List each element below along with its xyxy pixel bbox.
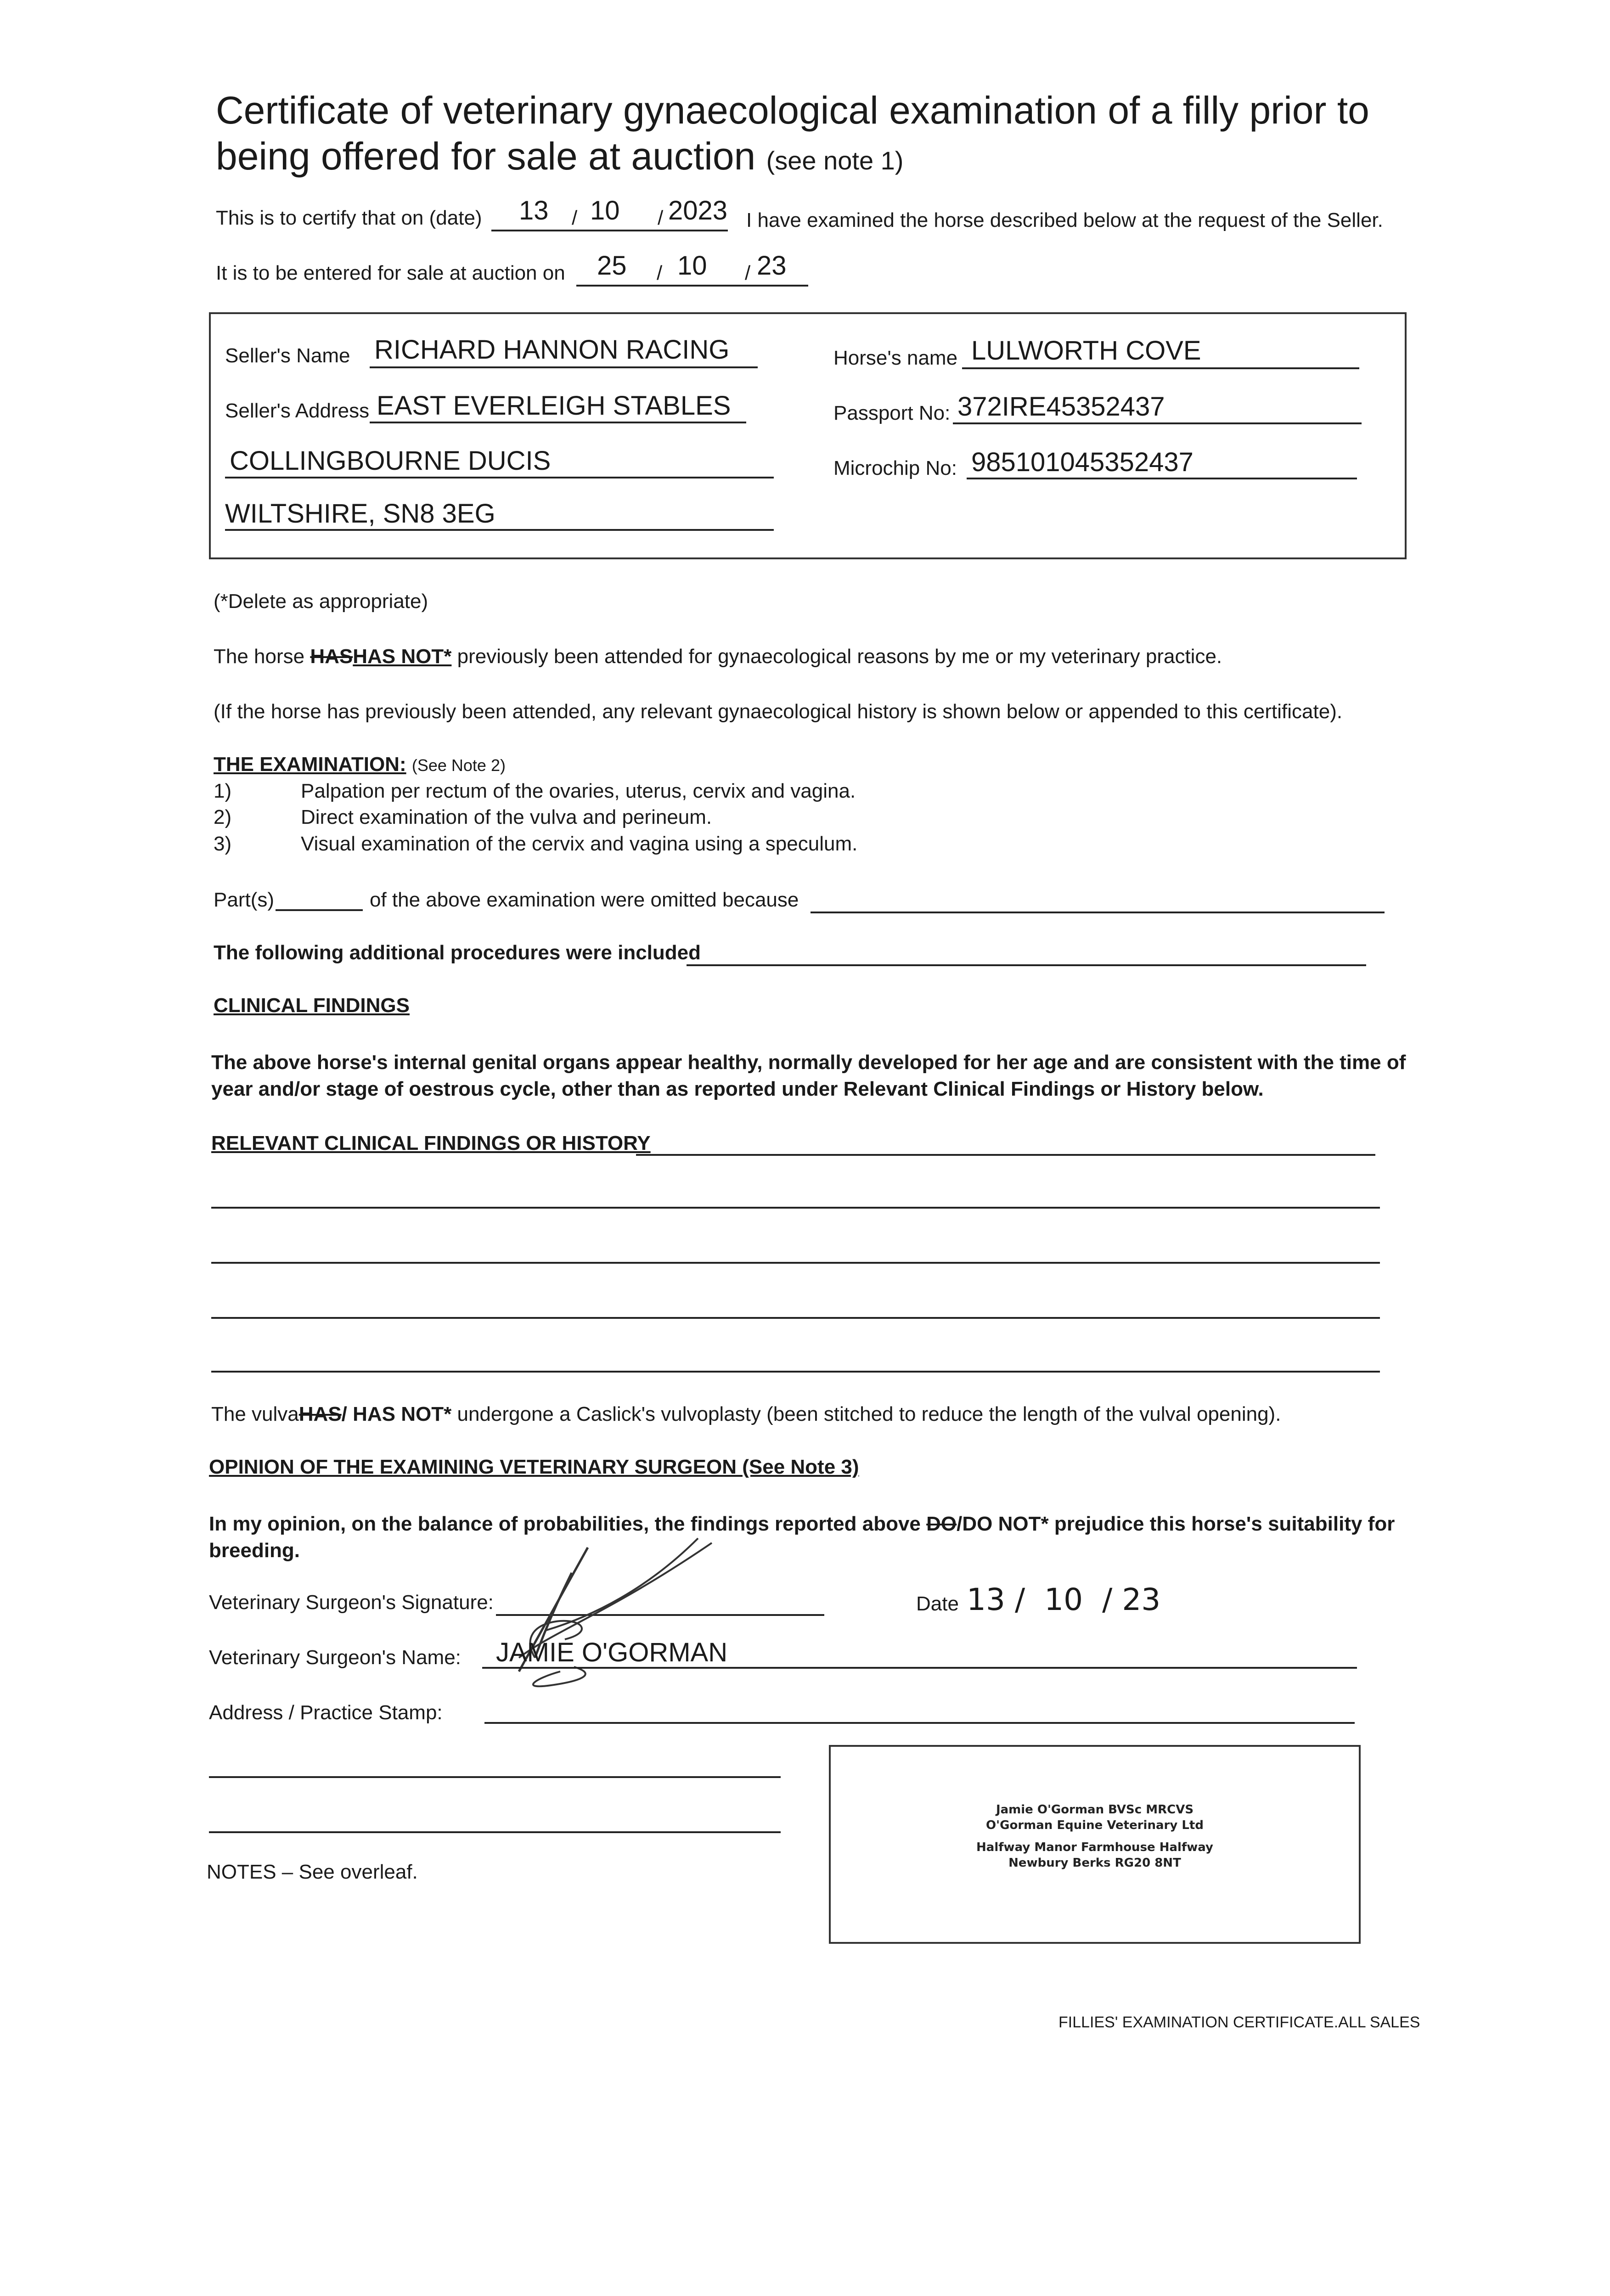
notes-text: NOTES – See overleaf. bbox=[207, 1861, 418, 1883]
omitted-mid: of the above examination were omitted because bbox=[370, 889, 799, 911]
footer-text: FILLIES' EXAMINATION CERTIFICATE.ALL SALES bbox=[1058, 2014, 1420, 2031]
attended-selected-option[interactable]: HAS NOT* bbox=[353, 645, 452, 668]
passport-label: Passport No: bbox=[833, 402, 951, 424]
microchip-field[interactable]: 985101045352437 bbox=[971, 447, 1193, 477]
examination-note: (See Note 2) bbox=[411, 756, 506, 775]
date-separator: / bbox=[745, 262, 751, 284]
opinion-statement bbox=[209, 1511, 1412, 1564]
seller-address-label: Seller's Address bbox=[225, 400, 370, 422]
date-label: Date bbox=[916, 1593, 959, 1615]
exam-item-text: Visual examination of the cervix and vagina using a speculum. bbox=[301, 833, 858, 855]
stamp-line: Newbury Berks RG20 8NT bbox=[1008, 1856, 1181, 1870]
relevant-findings-field[interactable] bbox=[636, 1154, 1375, 1156]
exam-item-num: 3) bbox=[214, 833, 232, 855]
exam-day[interactable]: 13 bbox=[519, 196, 549, 225]
date-separator: / bbox=[657, 262, 663, 284]
opinion-pre: In my opinion, on the balance of probabilities, the findings reported above bbox=[209, 1513, 921, 1535]
examination-heading: THE EXAMINATION: bbox=[214, 753, 406, 776]
exam-item-num: 2) bbox=[214, 806, 232, 828]
vet-name-field[interactable]: JAMIE O'GORMAN bbox=[496, 1638, 728, 1667]
vet-date-value[interactable]: 13 / 10 / 23 bbox=[967, 1582, 1161, 1617]
omitted-reason-field[interactable] bbox=[811, 912, 1385, 913]
clinical-heading: CLINICAL FINDINGS bbox=[214, 994, 410, 1017]
relevant-findings-field[interactable] bbox=[211, 1207, 1380, 1209]
seller-name-line bbox=[370, 366, 758, 368]
stamp-line: Halfway Manor Farmhouse Halfway bbox=[976, 1840, 1213, 1854]
date-separator: / bbox=[572, 207, 578, 229]
exam-item-text: Direct examination of the vulva and perineum. bbox=[301, 806, 712, 828]
additional-label: The following additional procedures were included bbox=[214, 941, 701, 964]
omitted-label: Part(s) bbox=[214, 889, 274, 911]
attended-post: previously been attended for gynaecological reasons by me or my veterinary practice. bbox=[457, 645, 1222, 668]
address-stamp-line[interactable] bbox=[209, 1776, 781, 1778]
seller-name-field[interactable]: RICHARD HANNON RACING bbox=[374, 335, 730, 365]
exam-item-text: Palpation per rectum of the ovaries, uterus, cervix and vagina. bbox=[301, 780, 856, 802]
seller-name-label: Seller's Name bbox=[225, 344, 350, 367]
exam-month[interactable]: 10 bbox=[590, 196, 620, 225]
address-line bbox=[370, 422, 746, 423]
microchip-line bbox=[967, 478, 1357, 479]
seller-address-line3[interactable]: WILTSHIRE, SN8 3EG bbox=[225, 499, 495, 529]
seller-address-line1[interactable]: EAST EVERLEIGH STABLES bbox=[377, 391, 731, 421]
auction-day[interactable]: 25 bbox=[597, 251, 627, 281]
auction-year[interactable]: 23 bbox=[757, 251, 787, 281]
stamp-line: O'Gorman Equine Veterinary Ltd bbox=[986, 1818, 1204, 1832]
vet-name-line bbox=[482, 1667, 1357, 1669]
relevant-heading: RELEVANT CLINICAL FINDINGS OR HISTORY bbox=[211, 1132, 651, 1154]
horse-name-label: Horse's name bbox=[833, 347, 958, 369]
address-line bbox=[225, 477, 774, 478]
vulva-selected-option[interactable]: / HAS NOT* bbox=[341, 1403, 452, 1425]
practice-stamp-box bbox=[829, 1745, 1361, 1944]
horse-name-line bbox=[962, 367, 1359, 369]
address-stamp-line[interactable] bbox=[209, 1831, 781, 1833]
opinion-heading: OPINION OF THE EXAMINING VETERINARY SURGEON (See Note 3) bbox=[209, 1456, 859, 1478]
opinion-post: /DO NOT* prejudice this horse's suitability for breeding. bbox=[209, 1513, 1395, 1562]
address-stamp-label: Address / Practice Stamp: bbox=[209, 1701, 443, 1724]
omitted-parts-field[interactable] bbox=[276, 909, 363, 911]
passport-line bbox=[953, 422, 1362, 424]
clinical-text: The above horse's internal genital organs appear healthy, normally developed for her age and are consistent with the time of year and/or stage of oestrous cycle, other than as reported under Relevant Clinical Findings or History below. bbox=[211, 1051, 1406, 1100]
seller-address-line2[interactable]: COLLINGBOURNE DUCIS bbox=[230, 446, 551, 476]
attended-struck-option[interactable]: HAS bbox=[310, 645, 353, 668]
history-note: (If the horse has previously been attended, any relevant gynaecological history is shown below or appended to this certificate). bbox=[214, 700, 1343, 723]
date-separator: / bbox=[658, 207, 664, 229]
vulva-struck-option[interactable]: HAS bbox=[298, 1403, 342, 1425]
exam-item-num: 1) bbox=[214, 780, 232, 802]
attended-pre: The horse bbox=[214, 645, 305, 668]
delete-note: (*Delete as appropriate) bbox=[214, 590, 428, 613]
exam-year[interactable]: 2023 bbox=[668, 196, 728, 225]
horse-name-field[interactable]: LULWORTH COVE bbox=[971, 336, 1201, 366]
passport-field[interactable]: 372IRE45352437 bbox=[957, 392, 1165, 422]
vulva-post: undergone a Caslick's vulvoplasty (been stitched to reduce the length of the vulval opening). bbox=[457, 1403, 1281, 1425]
attended-statement bbox=[214, 645, 1222, 668]
address-line bbox=[225, 529, 774, 531]
auction-lead: It is to be entered for sale at auction on bbox=[216, 262, 565, 284]
vulva-pre: The vulva bbox=[211, 1403, 299, 1425]
relevant-findings-field[interactable] bbox=[211, 1371, 1380, 1373]
auction-date-line bbox=[576, 285, 808, 287]
opinion-struck-option[interactable]: DO bbox=[926, 1513, 957, 1535]
practice-stamp bbox=[831, 1802, 1359, 1871]
examination-heading-block bbox=[214, 753, 506, 776]
additional-procedures-field[interactable] bbox=[687, 964, 1366, 966]
certify-lead: This is to certify that on (date) bbox=[216, 207, 482, 229]
exam-date-line bbox=[491, 230, 728, 231]
relevant-findings-field[interactable] bbox=[211, 1317, 1380, 1319]
vet-signature bbox=[491, 1520, 730, 1713]
title-note: (see note 1) bbox=[766, 146, 904, 175]
auction-month[interactable]: 10 bbox=[677, 251, 707, 281]
signature-label: Veterinary Surgeon's Signature: bbox=[209, 1591, 494, 1614]
microchip-label: Microchip No: bbox=[833, 457, 957, 479]
relevant-findings-field[interactable] bbox=[211, 1262, 1380, 1264]
page-title bbox=[216, 87, 1456, 184]
certify-tail: I have examined the horse described below at the request of the Seller. bbox=[746, 209, 1383, 231]
vet-name-label: Veterinary Surgeon's Name: bbox=[209, 1646, 461, 1669]
title-text: Certificate of veterinary gynaecological examination of a filly prior to being offered for sale at auction bbox=[216, 89, 1369, 178]
stamp-line: Jamie O'Gorman BVSc MRCVS bbox=[996, 1803, 1194, 1817]
vulva-statement bbox=[211, 1403, 1281, 1426]
address-stamp-line[interactable] bbox=[484, 1722, 1355, 1724]
